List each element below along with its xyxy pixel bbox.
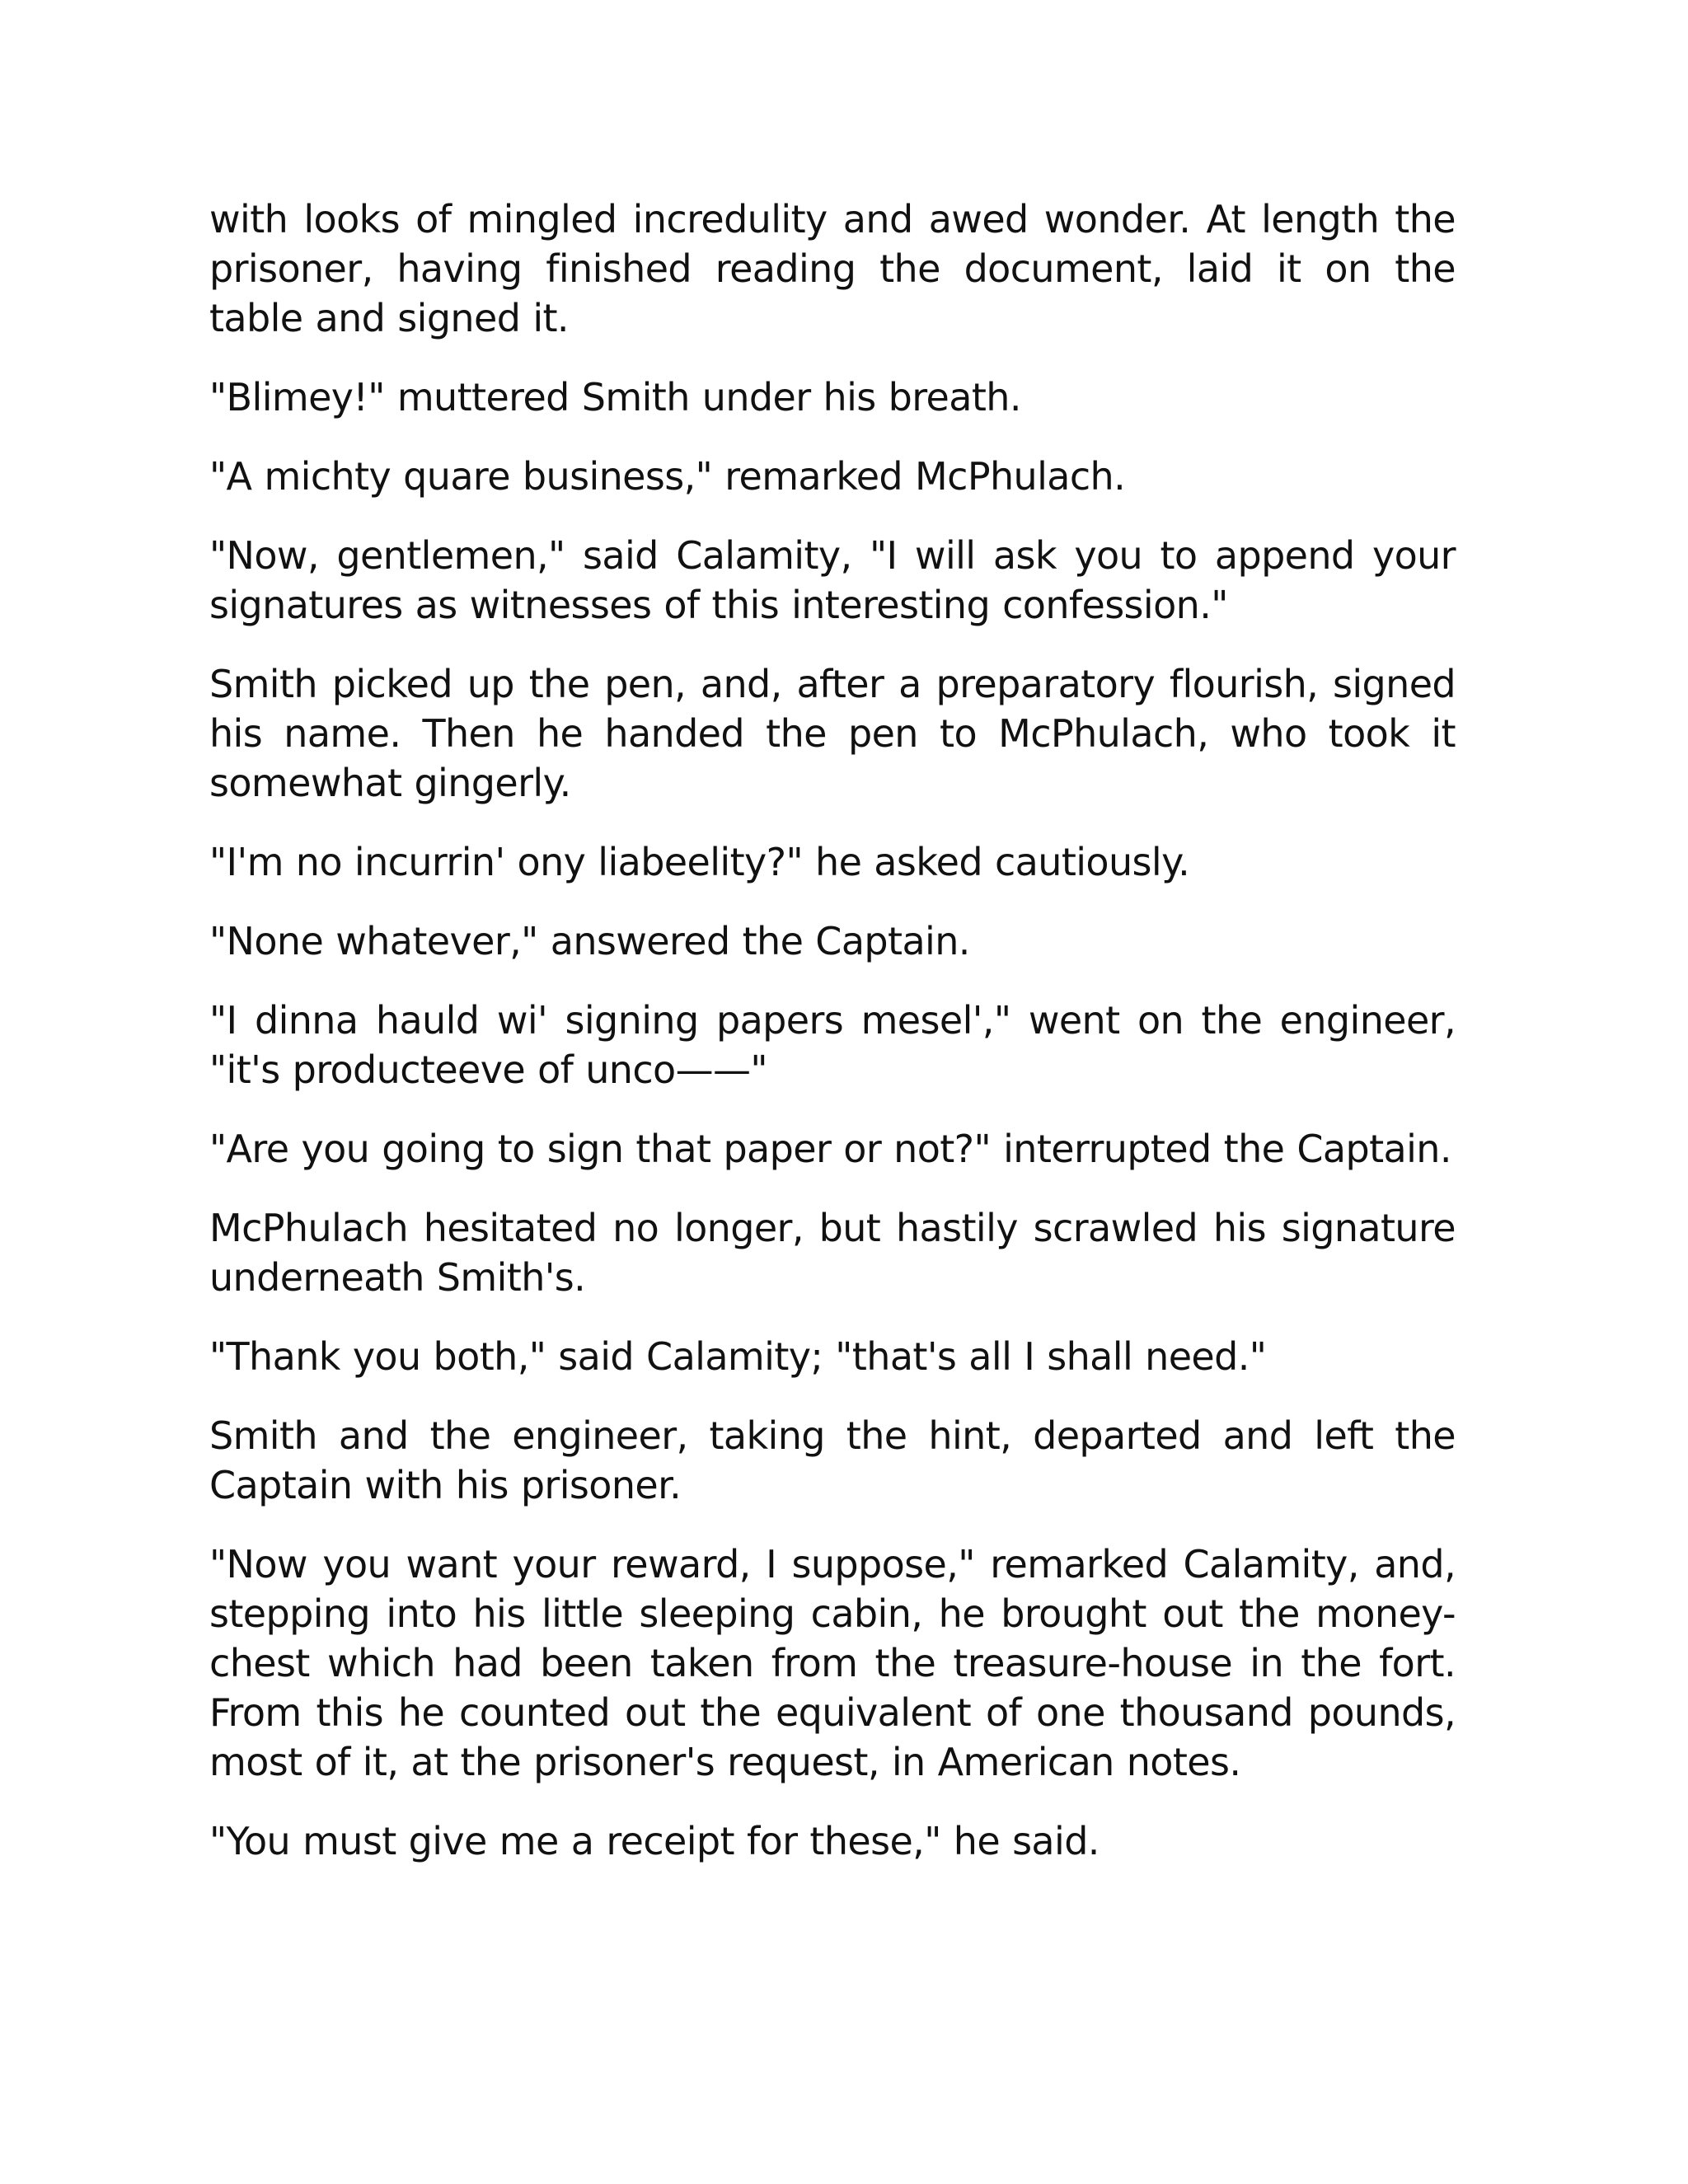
paragraph: "Now, gentlemen," said Calamity, "I will ask you to append your signatures as witnesses of this interesting confession." xyxy=(209,533,1456,627)
paragraph: "Blimey!" muttered Smith under his breath. xyxy=(209,375,1021,419)
paragraph: "Are you going to sign that paper or not?" interrupted the Captain. xyxy=(209,1127,1451,1171)
paragraph: "Thank you both," said Calamity; "that's all I shall need." xyxy=(209,1334,1267,1379)
paragraph: "I dinna hauld wi' signing papers mesel'," went on the engineer, "it's producteeve of unco——" xyxy=(209,998,1456,1092)
page-body xyxy=(209,194,1456,1866)
paragraph: "I'm no incurrin' ony liabeelity?" he asked cautiously. xyxy=(209,840,1190,884)
paragraph: Smith picked up the pen, and, after a preparatory flourish, signed his name. Then he handed the pen to McPhulach, who took it somewhat gingerly. xyxy=(209,662,1456,805)
paragraph: "None whatever," answered the Captain. xyxy=(209,919,970,963)
paragraph: "A michty quare business," remarked McPhulach. xyxy=(209,454,1126,499)
paragraph: "You must give me a receipt for these," he said. xyxy=(209,1819,1100,1863)
paragraph: McPhulach hesitated no longer, but hastily scrawled his signature underneath Smith's. xyxy=(209,1206,1456,1300)
paragraph: "Now you want your reward, I suppose," remarked Calamity, and, stepping into his little sleeping cabin, he brought out the money-chest which had been taken from the treasure-house in the fort. From this he counted out the equivalent of one thousand pounds, most of it, at the prisoner's request, in American notes. xyxy=(209,1542,1456,1784)
paragraph: with looks of mingled incredulity and awed wonder. At length the prisoner, having finished reading the document, laid it on the table and signed it. xyxy=(209,197,1456,340)
paragraph: Smith and the engineer, taking the hint, departed and left the Captain with his prisoner. xyxy=(209,1413,1456,1507)
